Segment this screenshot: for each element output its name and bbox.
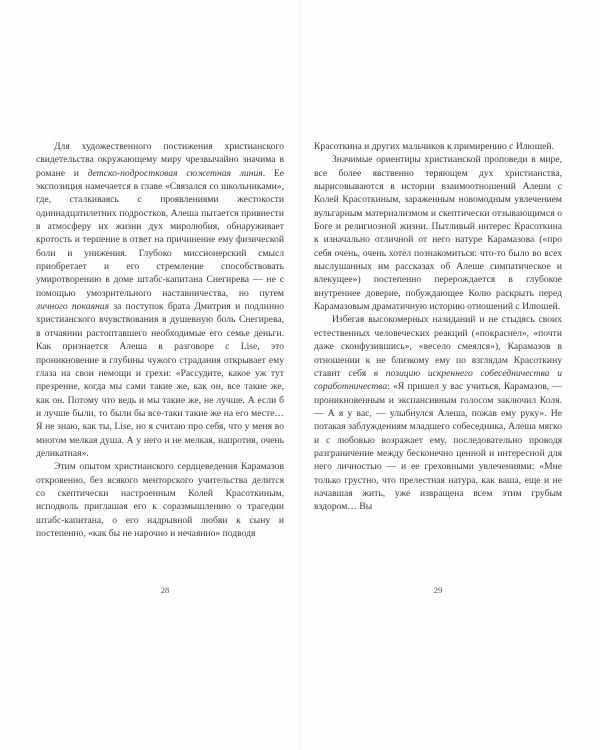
text-segment: Этим опытом христианского сердцеведения Карамазов откровенно, без всякого менторского учительства делится со скептически настроенным Колей Красоткиным, исподволь приглашая его к соразмышлению о трагедии штабс-капитана, о его надрывной любви к сыну и постепенно, «как бы не нарочно и нечаянно» подводя bbox=[36, 461, 284, 539]
text-segment: . Ее экспозиция намечается в главе «Связался со школьниками», где, сталкиваясь с проявлениями жестокости одиннадцатилетних подростков, Алеша пытается привнести в атмосферу их жизни дух миролюбия, обнаруживает кротость и терпение в ответ на причинение ему физической боли и унижения. Глубоко миссионерский смысл приобретает и его стремление способствовать умиротворению в доме штабс-капитана Снегирева — не с помощью умозрительного наставничества, но путем bbox=[36, 167, 285, 299]
paragraph bbox=[36, 140, 284, 460]
text-segment: Красоткина и других мальчиков к примирению с Илюшей. bbox=[314, 141, 554, 152]
paragraph bbox=[314, 140, 562, 153]
text-segment: Значимые ориентиры христианской проповеди в мире, все более явственно теряющем дух христианства, вырисовываются в истории взаимоотношений Алеши с Колей Красоткиным, зараженным новомодным увлечением вульгарным материализмом и скептически отзывающимся о Боге и религиозной жизни. Пытливый интерес Красоткина к изначально отличной от него натуре Карамазова («про себя очень, очень хотел познакомиться: что-то было во всех выслушанных им рассказах об Алеше симпатическое и влекущее») постепенно перерождается в глубокое внутреннее доверие, побуждающее Колю раскрыть перед Карамазовым драматичную историю отношений с Илюшей. bbox=[314, 154, 562, 313]
left-page bbox=[36, 140, 284, 540]
paragraph bbox=[314, 153, 562, 313]
book-gutter bbox=[299, 0, 301, 750]
page-number-left: 28 bbox=[160, 585, 170, 595]
text-segment: за поступок брата Дмитрия и подлинно христианского вчувствования в душевную боль Снегирева, в отчаянии растоптавшего необходимые его семье деньги. Как признается Алеша в разговоре с Lise, это проникновение в глубины чужого страдания открывает ему глаза на свои немощи и грехи: «Рассудите, какое уж тут презрение, когда мы сами такие же, как он, все такие же, как он. Потому что ведь и мы такие же, не лучше. А если б и лучше были, то были бы все-таки такие же на его месте… Я не знаю, как ты, Lise, но я считаю про себя, что у меня во многом мелкая душа. А у него и не мелкая, напротив, очень деликатная». bbox=[36, 301, 285, 459]
text-segment: Для художественного постижения христианского свидетельства окружающему миру чрезвычайно значима в романе и bbox=[36, 141, 284, 179]
text-segment-italic: в позицию искреннего собеседничества и соработничества bbox=[314, 367, 562, 393]
text-segment-italic: личного покаяния bbox=[36, 301, 110, 313]
paragraph bbox=[36, 460, 284, 540]
paragraph bbox=[314, 313, 562, 513]
text-segment: : «Я пришел у вас учиться, Карамазов, — проникновенным и экспансивным голосом заключил Коля. — А я у вас, — улыбнулся Алеша, пожав ему руку». Не потакая заблуждениям младшего собеседника, Алеша мягко и с любовью возражает ему, последовательно проводя разграничение между бесконечно ценной и интересной для него личностью — и ее греховными увлечениями: «Мне только грустно, что прелестная натура, как ваша, еще и не начавшая жить, уже извращена всем этим грубым вздором… Вы bbox=[314, 381, 562, 513]
right-page bbox=[314, 140, 562, 514]
text-segment-italic: детско-подростковая сюжетная линия bbox=[87, 167, 263, 179]
text-segment: Избегая высокомерных назиданий и не стыдясь своих естественных человеческих реакций («покраснел», «почти даже сконфузившись», «весело смеялся»), Карамазов в отношении к не близкому ему по взглядам Красоткину ставит себя bbox=[314, 314, 562, 379]
page-number-right: 29 bbox=[433, 585, 443, 595]
